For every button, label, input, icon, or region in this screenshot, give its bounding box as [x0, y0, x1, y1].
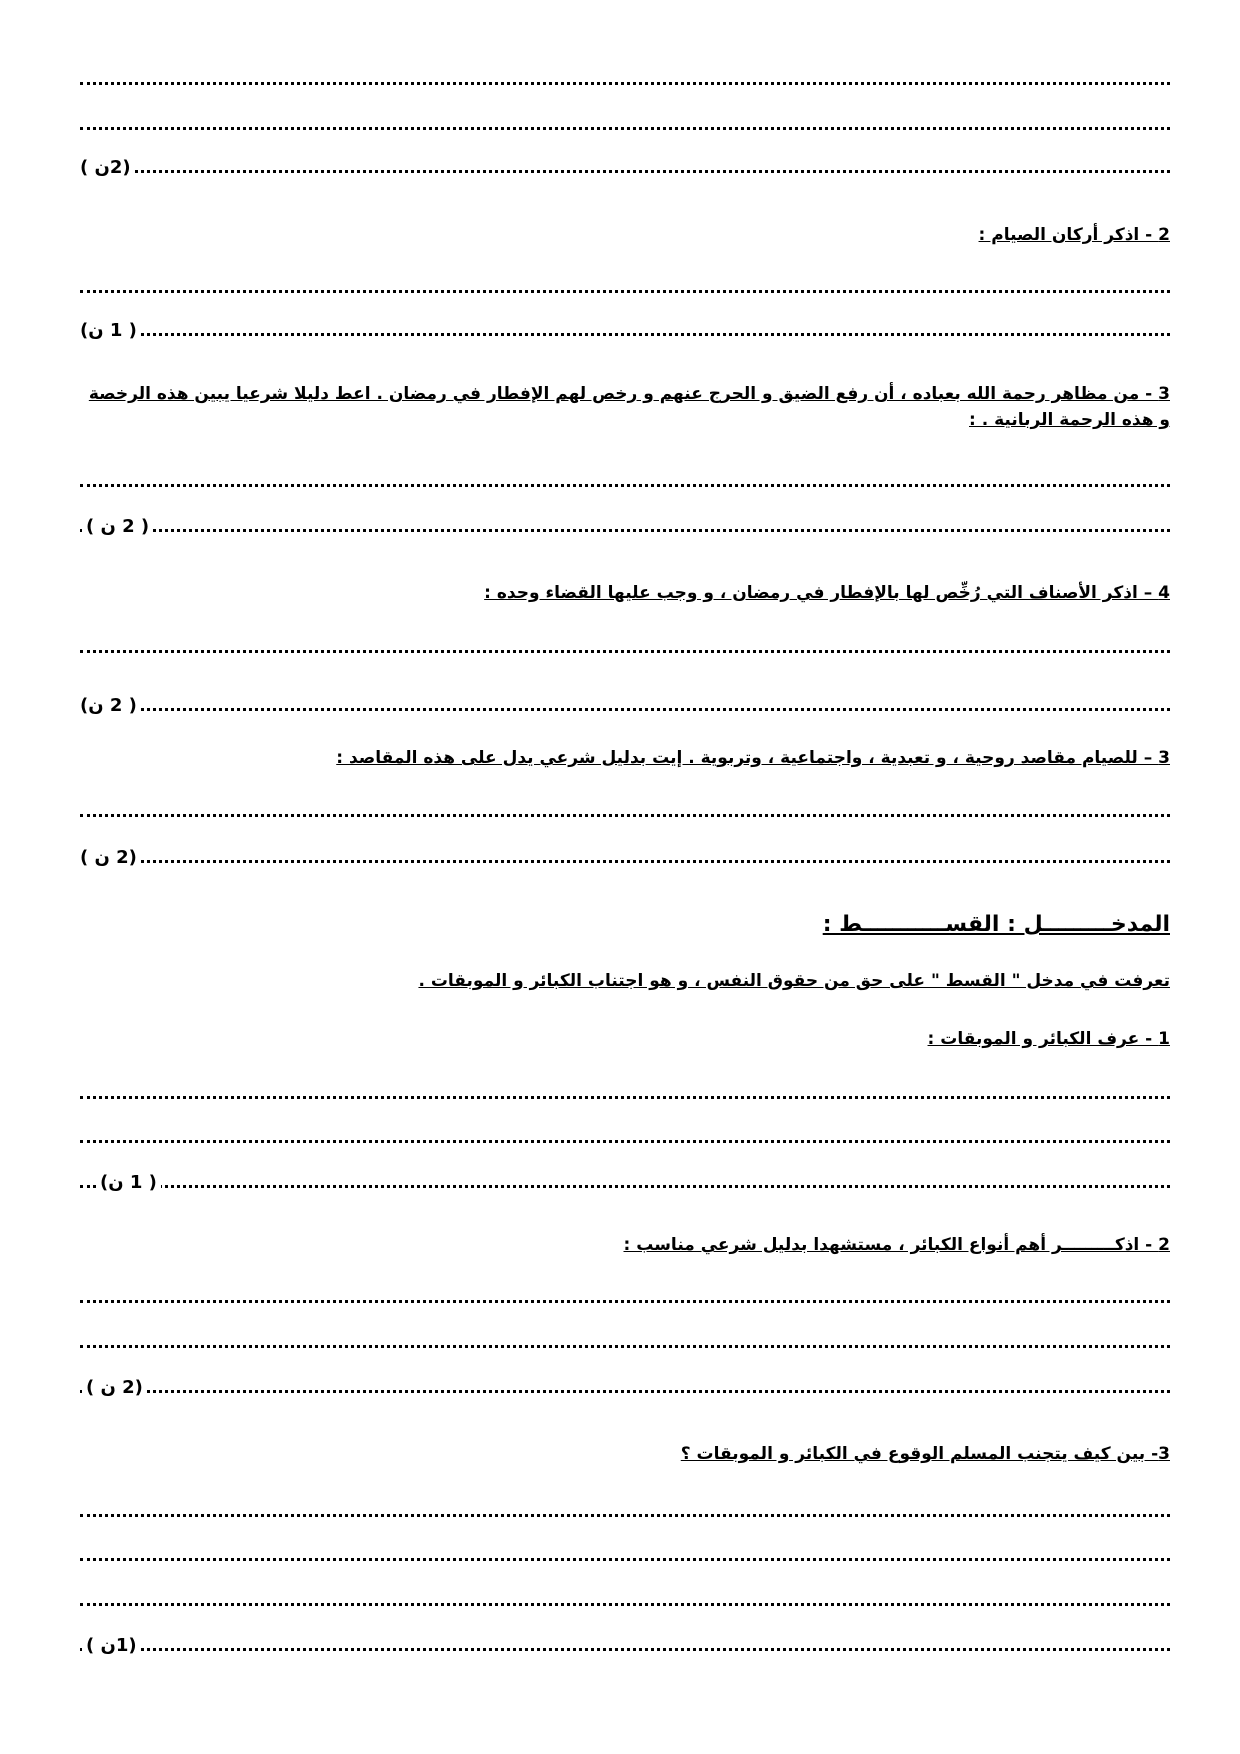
answer-line — [80, 484, 1170, 487]
answer-line — [80, 170, 1170, 173]
answer-line — [80, 650, 1170, 653]
question-6: 1 - عرف الكبائر و الموبقات : — [927, 1029, 1170, 1049]
answer-line — [80, 1558, 1170, 1561]
answer-line — [80, 1300, 1170, 1303]
answer-line — [80, 127, 1170, 130]
section-intro: تعرفت في مدخل " القسط " على حق من حقوق النفس ، و هو اجتناب الكبائر و الموبقات . — [418, 971, 1170, 991]
answer-line — [80, 1514, 1170, 1517]
question-4: 4 – اذكر الأصناف التي رُخِّص لها بالإفطار في رمضان ، و وجب عليها القضاء وحده : — [484, 583, 1170, 603]
answer-line — [80, 82, 1170, 85]
answer-line — [80, 814, 1170, 817]
answer-line — [80, 708, 1170, 711]
answer-line — [80, 333, 1170, 336]
answer-line — [80, 290, 1170, 293]
answer-line — [80, 1648, 1170, 1651]
answer-line — [80, 1140, 1170, 1143]
score-label: ( 1 ن) — [76, 320, 141, 342]
answer-line — [80, 1185, 1170, 1188]
question-5: 3 – للصيام مقاصد روحية ، و تعبدية ، واجتماعية ، وتربوية . إيت بدليل شرعي يدل على هذه المقاصد : — [336, 748, 1170, 768]
question-2: 2 - اذكر أركان الصيام : — [978, 225, 1170, 245]
question-3: 3 - من مظاهر رحمة الله بعباده ، أن رفع الضيق و الحرج عنهم و رخص لهم الإفطار في رمضان . اعط دليلا شرعيا يبين هذه الرخصة و هذه الرحمة الربانية . : — [88, 384, 1170, 430]
answer-line — [80, 1603, 1170, 1606]
score-label: (2ن ) — [76, 157, 135, 179]
answer-line — [80, 1345, 1170, 1348]
score-label: (2 ن ) — [82, 1377, 147, 1399]
score-label: (1ن ) — [82, 1635, 141, 1657]
score-label: ( 2 ن ) — [82, 516, 153, 538]
score-label: ( 1 ن) — [96, 1172, 161, 1194]
score-label: (2 ن ) — [76, 847, 141, 869]
question-7: 2 - اذكـــــــــر أهم أنواع الكبائر ، مستشهدا بدليل شرعي مناسب : — [623, 1235, 1170, 1255]
answer-line — [80, 529, 1170, 532]
answer-line — [80, 860, 1170, 863]
section-title: المدخـــــــــل : القســـــــــــط : — [822, 912, 1170, 937]
score-label: ( 2 ن) — [76, 695, 141, 717]
answer-line — [80, 1096, 1170, 1099]
question-8: 3- بين كيف يتجنب المسلم الوقوع في الكبائر و الموبقات ؟ — [680, 1444, 1170, 1464]
answer-line — [80, 1390, 1170, 1393]
